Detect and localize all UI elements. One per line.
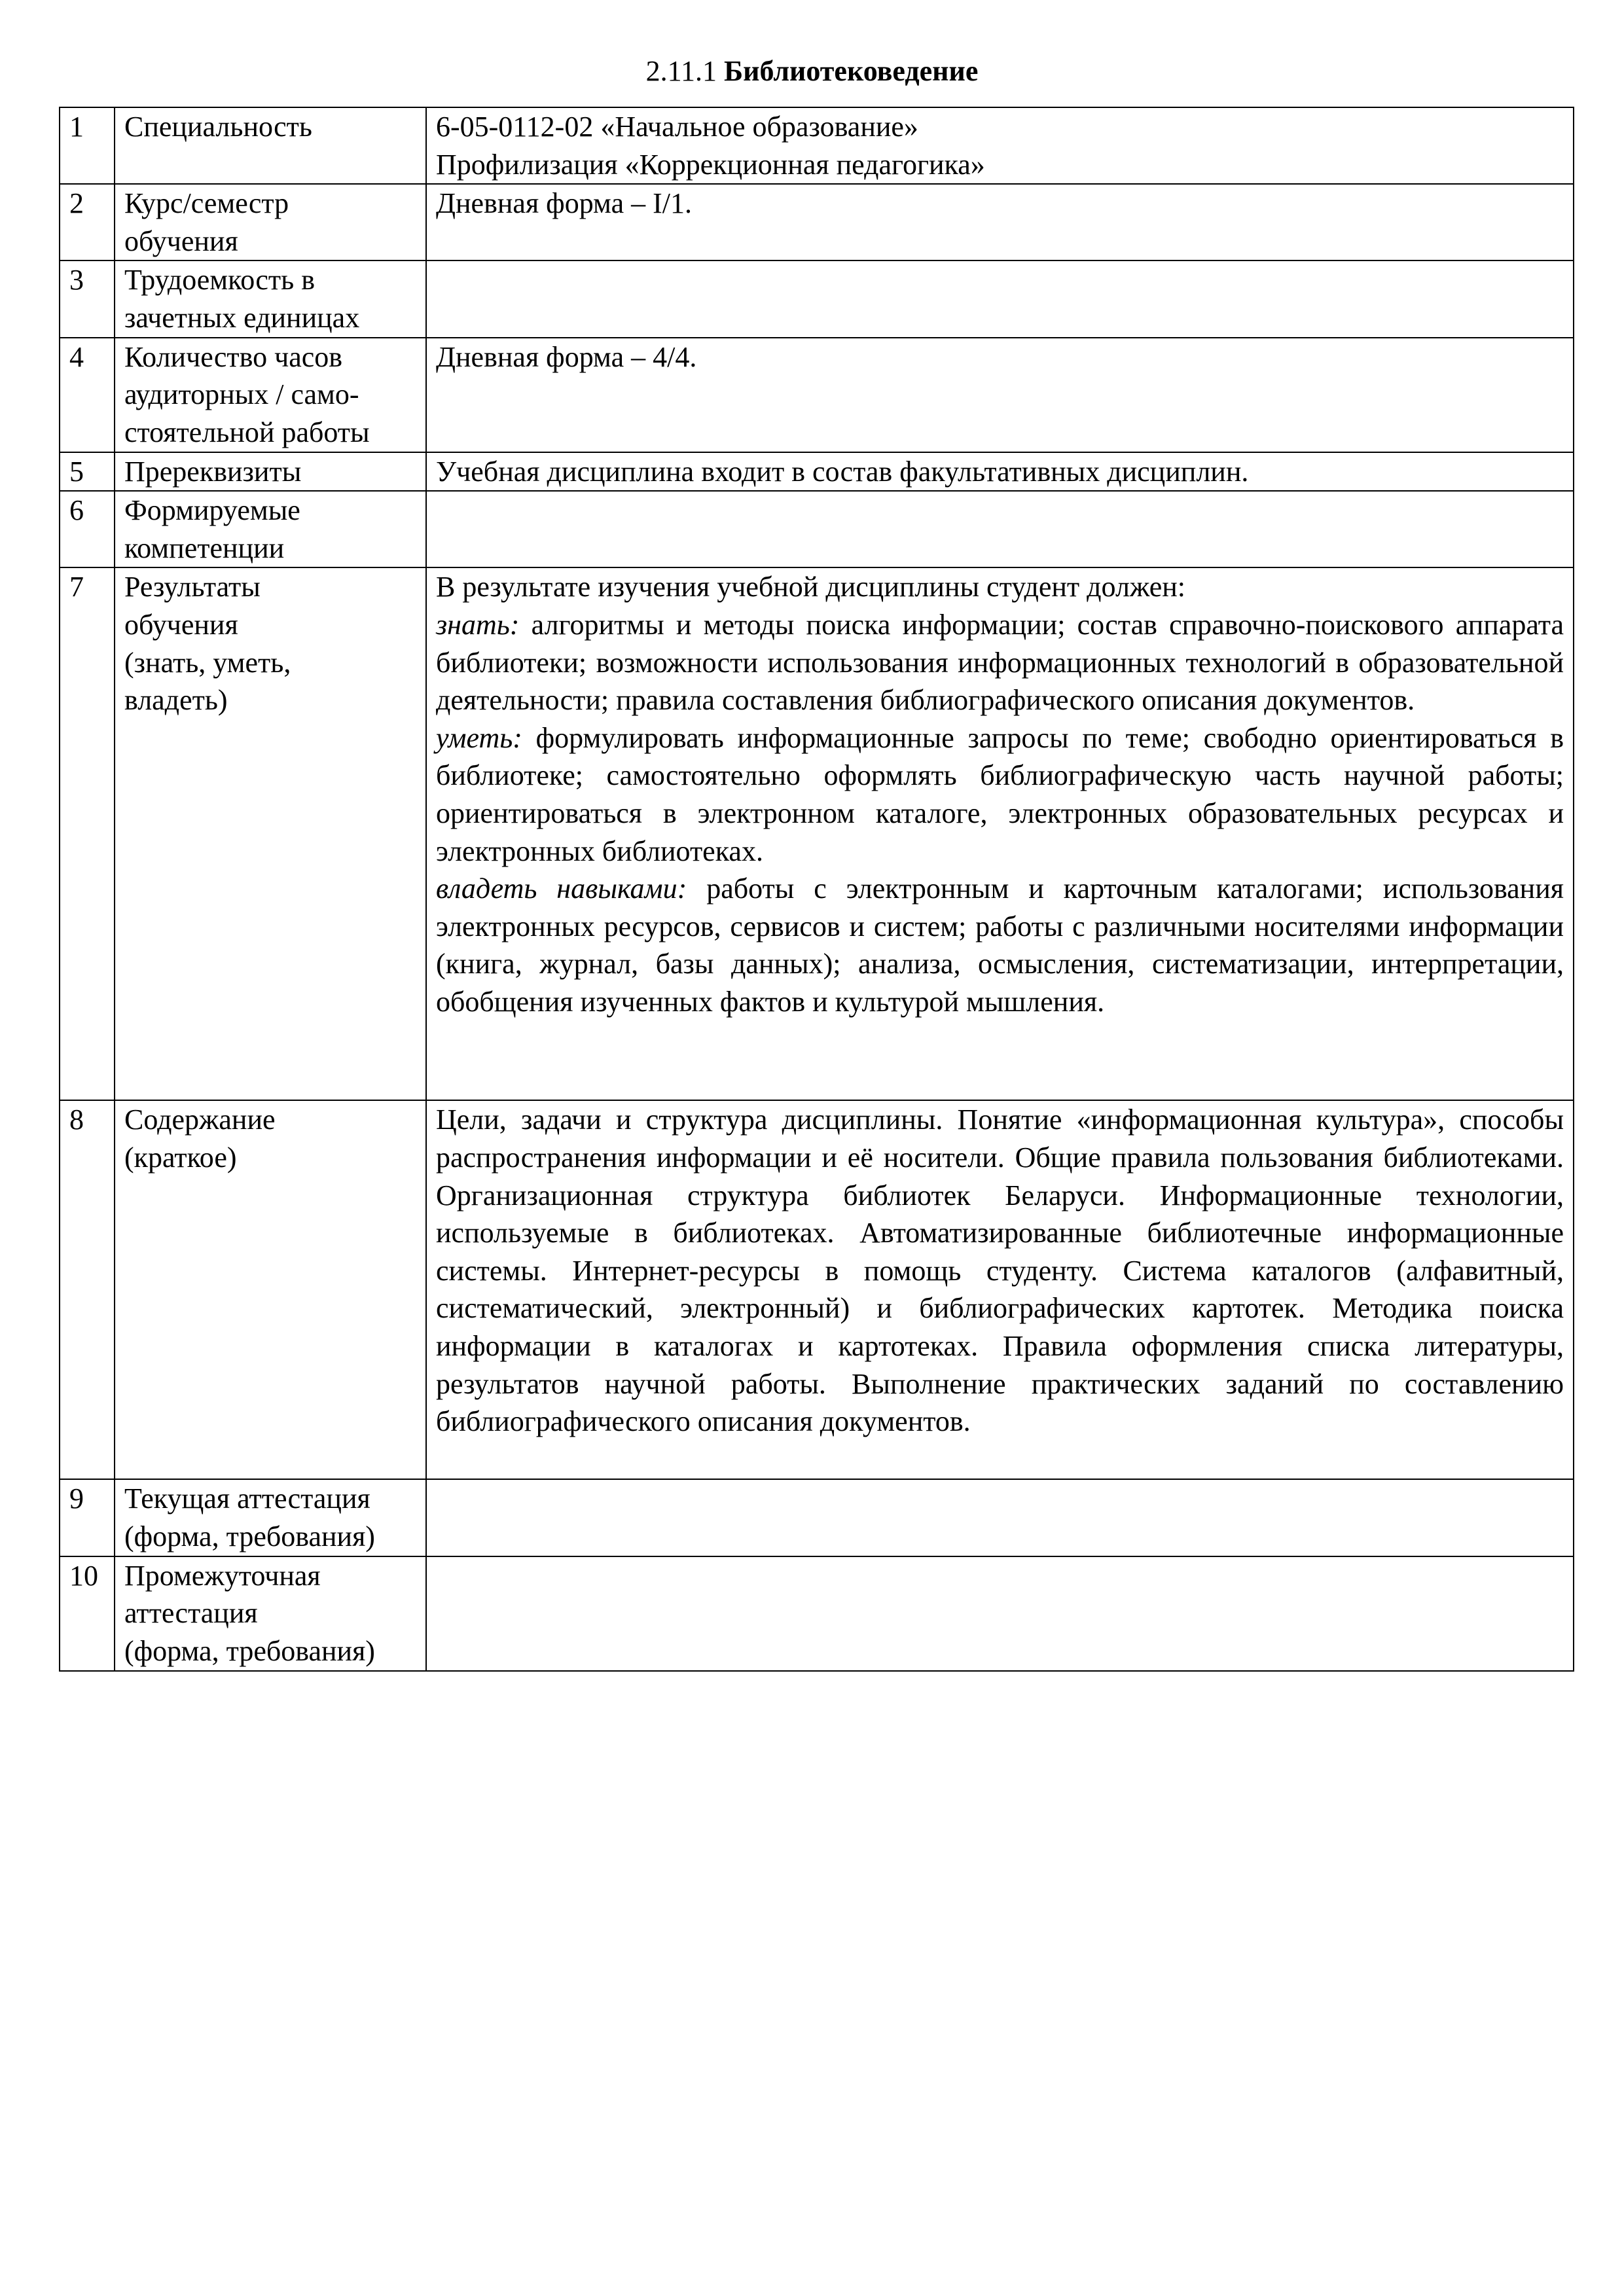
value-line: Дневная форма – I/1.: [436, 187, 692, 220]
row-value: [426, 1479, 1574, 1556]
label-line: (форма, требования): [124, 1634, 375, 1667]
label-line: обучения: [124, 608, 238, 641]
table-row: [60, 107, 1574, 184]
row-value: [426, 260, 1574, 337]
label-line: Количество часов: [124, 340, 343, 373]
own-text: работы с электронным и карточным каталогами; использования электронных ресурсов, сервисов и систем; работы с различными носителями информации (книга, журнал, базы данных); анализа, осмысления, систематизации, интерпретации, обобщения изученных фактов и культурой мышления.: [436, 872, 1564, 1018]
label-line: Промежуточная: [124, 1559, 321, 1592]
label-line: Содержание: [124, 1103, 276, 1136]
table-row: [60, 338, 1574, 452]
label-line: (знать, уметь,: [124, 646, 291, 679]
value-line: Дневная форма – 4/4.: [436, 340, 697, 373]
label-line: аттестация: [124, 1597, 258, 1630]
label-line: зачетных единицах: [124, 301, 360, 334]
table-row: [60, 567, 1574, 1100]
know-label: знать:: [436, 608, 520, 641]
label-line: (краткое): [124, 1141, 237, 1174]
table-row: [60, 491, 1574, 567]
label-line: Формируемые: [124, 494, 300, 527]
row-number: 10: [60, 1556, 115, 1671]
row-label: [115, 107, 426, 184]
label-line: Трудоемкость в: [124, 264, 315, 296]
label-line: Результаты: [124, 571, 261, 603]
row-label: [115, 1100, 426, 1479]
row-label: [115, 452, 426, 492]
content-text: Цели, задачи и структура дисциплины. Понятие «информационная культура», способы распространения информации и её носители. Общие правила пользования библиотеками. Организационная структура библиотек Беларуси. Информационные технологии, используемые в библиотеках. Автоматизированные библиотечные информационные системы. Интернет-ресурсы в помощь студенту. Система каталогов (алфавитный, систематический, электронный) и библиографических картотек. Методика поиска информации в каталогах и картотеках. Правила оформления списка литературы, результатов научной работы. Выполнение практических заданий по составлению библиографического описания документов.: [436, 1103, 1564, 1438]
row-number: 4: [60, 338, 115, 452]
table-row: [60, 452, 1574, 492]
know-text: алгоритмы и методы поиска информации; состав справочно-поискового аппарата библиотеки; возможности использования информационных технологий в образовательной деятельности; правила составления библиографического описания документов.: [436, 608, 1564, 717]
label-line: аудиторных / само-: [124, 378, 359, 411]
row-value: [426, 1556, 1574, 1671]
heading-title: Библиотековедение: [724, 55, 979, 87]
row-number: 8: [60, 1100, 115, 1479]
row-value: [426, 452, 1574, 492]
row-value: [426, 184, 1574, 260]
row-label: [115, 260, 426, 337]
outcomes-own: [436, 870, 1564, 1020]
row-label: [115, 1556, 426, 1671]
label-line: Пререквизиты: [124, 455, 302, 488]
row-value: [426, 338, 1574, 452]
value-line: 6-05-0112-02 «Начальное образование»: [436, 111, 918, 143]
label-line: Специальность: [124, 111, 312, 143]
label-line: Курс/семестр: [124, 187, 289, 220]
row-number: 6: [60, 491, 115, 567]
table-row: [60, 1556, 1574, 1671]
row-number: 5: [60, 452, 115, 492]
label-line: (форма, требования): [124, 1520, 375, 1552]
row-number: 7: [60, 567, 115, 1100]
label-line: компетенции: [124, 531, 285, 564]
course-content: [426, 1100, 1574, 1479]
row-value: [426, 491, 1574, 567]
table-row: [60, 184, 1574, 260]
outcomes-intro: В результате изучения учебной дисциплины студент должен:: [436, 571, 1186, 603]
heading-number: 2.11.1: [645, 55, 717, 87]
table-row: [60, 260, 1574, 337]
learning-outcomes: [426, 567, 1574, 1100]
outcomes-can: [436, 719, 1564, 870]
row-value: [426, 107, 1574, 184]
table-row: [60, 1100, 1574, 1479]
row-label: [115, 1479, 426, 1556]
row-label: [115, 184, 426, 260]
value-line: Учебная дисциплина входит в состав факультативных дисциплин.: [436, 455, 1249, 488]
label-line: Текущая аттестация: [124, 1482, 370, 1515]
own-label: владеть навыками:: [436, 872, 687, 905]
outcomes-know: [436, 606, 1564, 719]
document-heading: [0, 54, 1624, 89]
row-label: [115, 567, 426, 1100]
can-label: уметь:: [436, 721, 522, 754]
row-label: [115, 338, 426, 452]
label-line: владеть): [124, 684, 228, 717]
table-row: [60, 1479, 1574, 1556]
row-label: [115, 491, 426, 567]
row-number: 9: [60, 1479, 115, 1556]
row-number: 3: [60, 260, 115, 337]
label-line: обучения: [124, 224, 238, 257]
row-number: 1: [60, 107, 115, 184]
value-line: Профилизация «Коррекционная педагогика»: [436, 148, 985, 181]
can-text: формулировать информационные запросы по теме; свободно ориентироваться в библиотеке; самостоятельно оформлять библиографическую часть научной работы; ориентироваться в электронном каталоге, электронных образовательных ресурсах и электронных библиотеках.: [436, 721, 1564, 867]
label-line: стоятельной работы: [124, 416, 370, 448]
row-number: 2: [60, 184, 115, 260]
syllabus-table: [59, 107, 1574, 1672]
